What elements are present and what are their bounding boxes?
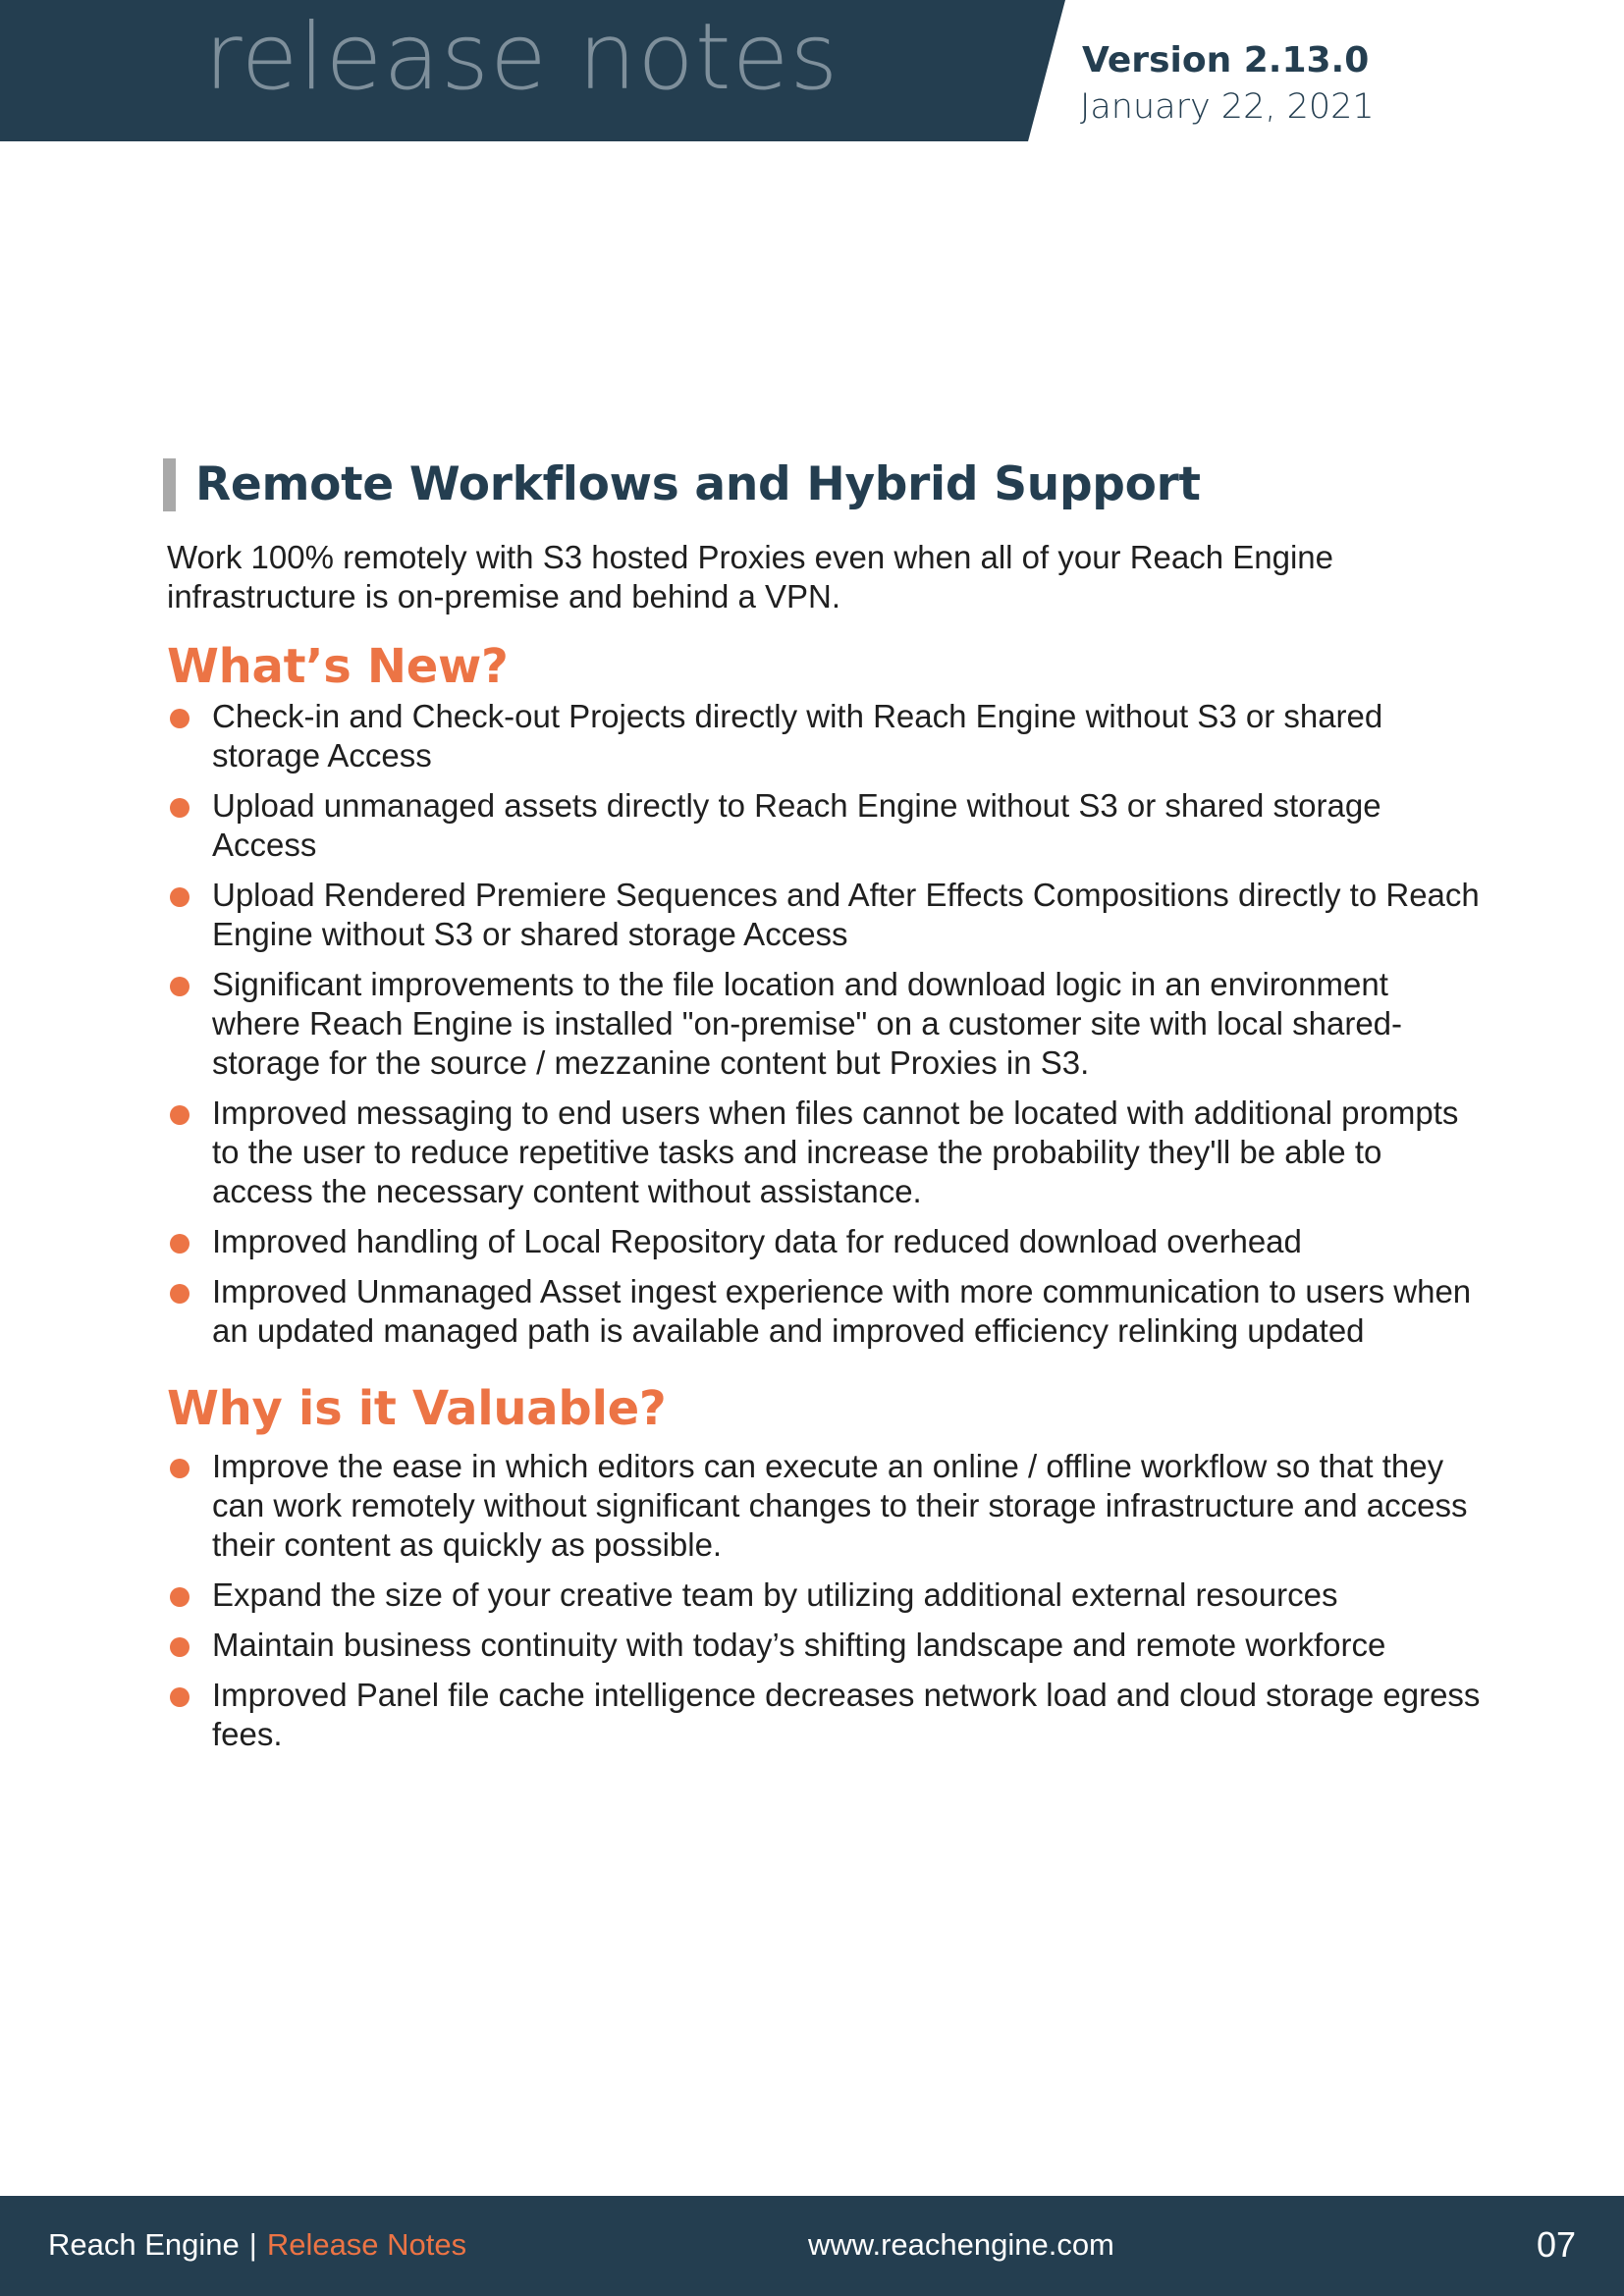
bullet-icon: [170, 887, 189, 907]
list-item: [167, 1626, 1483, 1665]
why-valuable-list: [167, 1447, 1483, 1765]
bullet-icon: [170, 1637, 189, 1657]
list-item-text: Improved messaging to end users when files cannot be located with additional prompts to the user to reduce repetitive tasks and increase the probability they'll be able to access the necessary content without assistance.: [212, 1095, 1459, 1209]
section-intro: Work 100% remotely with S3 hosted Proxies even when all of your Reach Engine infrastructure is on-premise and behind a VPN.: [167, 539, 1334, 614]
bullet-icon: [170, 709, 189, 728]
footer-brand-name: Reach Engine: [48, 2227, 240, 2262]
bullet-icon: [170, 977, 189, 996]
whats-new-list: [167, 697, 1483, 1362]
footer-band: [0, 2196, 1624, 2296]
section-heading: [163, 457, 1201, 511]
footer-section-name: Release Notes: [266, 2227, 467, 2262]
whats-new-heading: What’s New?: [167, 639, 509, 694]
section-title: Remote Workflows and Hybrid Support: [195, 457, 1201, 511]
list-item: [167, 1272, 1483, 1351]
heading-accent-bar: [163, 458, 176, 511]
list-item-text: Expand the size of your creative team by utilizing additional external resources: [212, 1576, 1338, 1613]
why-valuable-heading: Why is it Valuable?: [167, 1381, 667, 1436]
bullet-icon: [170, 1284, 189, 1304]
list-item-text: Significant improvements to the file location and download logic in an environment where Reach Engine is installed "on-premise" on a customer site with local shared-storage for the source / mezzanine content but Proxies in S3.: [212, 966, 1403, 1081]
list-item-text: Improved Unmanaged Asset ingest experience with more communication to users when an updated managed path is available and improved efficiency relinking updated: [212, 1273, 1472, 1349]
footer-brand: [48, 2229, 466, 2260]
list-item: [167, 697, 1483, 775]
bullet-icon: [170, 1105, 189, 1125]
list-item-text: Improved handling of Local Repository data for reduced download overhead: [212, 1223, 1302, 1259]
list-item: [167, 1222, 1483, 1261]
bullet-icon: [170, 798, 189, 818]
version-label: Version 2.13.0: [1082, 40, 1370, 80]
document-title: release notes: [204, 4, 839, 111]
list-item-text: Improve the ease in which editors can execute an online / offline workflow so that they can work remotely without significant changes to their storage infrastructure and access their content as quickly as possible.: [212, 1448, 1468, 1563]
list-item: [167, 1676, 1483, 1754]
footer-website-link[interactable]: www.reachengine.com: [808, 2227, 1114, 2262]
bullet-icon: [170, 1234, 189, 1254]
release-date: January 22, 2021: [1080, 87, 1375, 127]
list-item: [167, 876, 1483, 954]
list-item-text: Improved Panel file cache intelligence decreases network load and cloud storage egress fees.: [212, 1677, 1481, 1752]
page-number: 07: [1536, 2224, 1576, 2265]
list-item-text: Upload unmanaged assets directly to Reach Engine without S3 or shared storage Access: [212, 787, 1381, 863]
list-item: [167, 1575, 1483, 1615]
list-item-text: Upload Rendered Premiere Sequences and After Effects Compositions directly to Reach Engine without S3 or shared storage Access: [212, 877, 1480, 952]
list-item: [167, 1094, 1483, 1211]
footer-separator: |: [248, 2227, 257, 2262]
bullet-icon: [170, 1687, 189, 1707]
bullet-icon: [170, 1587, 189, 1607]
bullet-icon: [170, 1459, 189, 1478]
list-item: [167, 786, 1483, 865]
list-item-text: Maintain business continuity with today’s shifting landscape and remote workforce: [212, 1627, 1386, 1663]
list-item: [167, 965, 1483, 1083]
list-item: [167, 1447, 1483, 1565]
list-item-text: Check-in and Check-out Projects directly with Reach Engine without S3 or shared storage Access: [212, 698, 1383, 774]
